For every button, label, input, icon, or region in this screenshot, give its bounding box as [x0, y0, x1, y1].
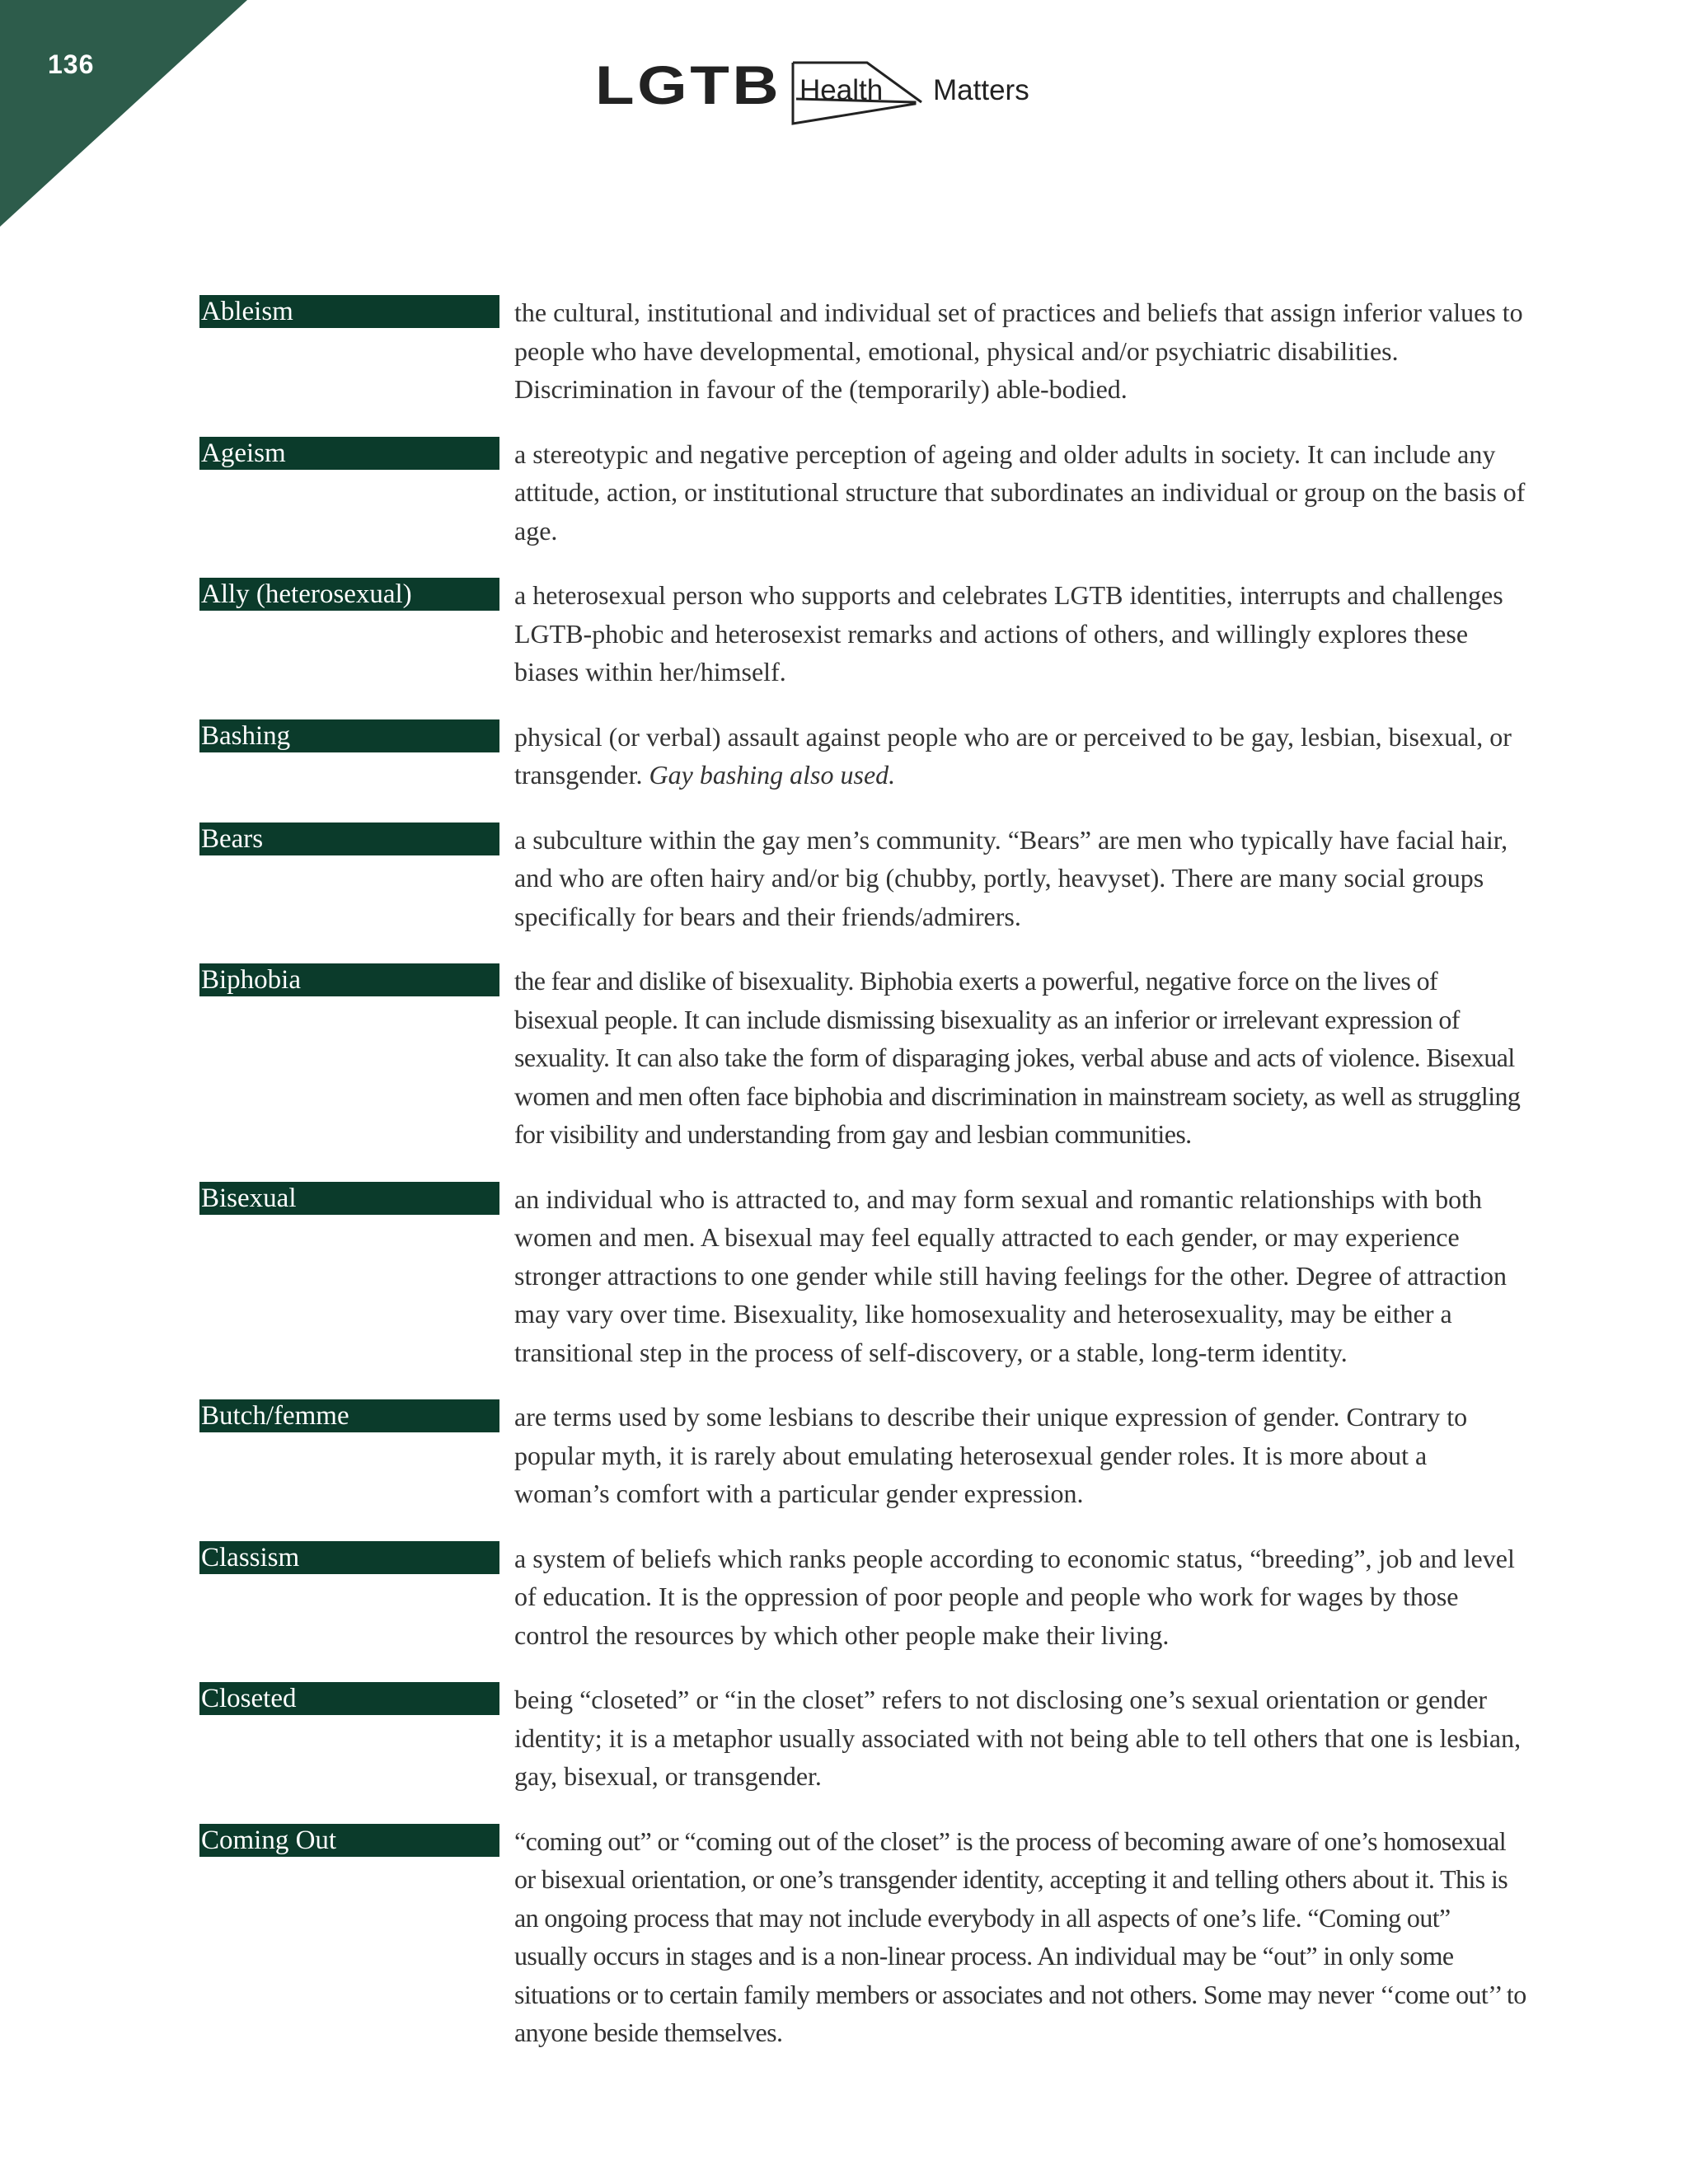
- term-definition: being “closeted” or “in the closet” refers to not disclosing one’s sexual orientation or gender identity; it is a metaphor usually associated with not being able to tell others that one is lesbian, gay, bisexual, or transgender.: [514, 1685, 1522, 1791]
- glossary-entry-bears: [199, 821, 1526, 936]
- glossary-entry-bashing: [199, 718, 1526, 794]
- term-definition: physical (or verbal) assault against people who are or perceived to be gay, lesbian, bisexual, or transgender.: [514, 721, 1512, 790]
- logo-lgtb-text: LGTB: [595, 54, 782, 115]
- term-label: Butch/femme: [199, 1399, 499, 1432]
- term-label: Ageism: [199, 437, 499, 470]
- term-label: Coming Out: [199, 1824, 499, 1857]
- glossary-entry-butch-femme: [199, 1398, 1526, 1513]
- term-definition: the fear and dislike of bisexuality. Biphobia exerts a powerful, negative force on the lives of bisexual people. It can include dismissing bisexuality as an inferior or irrelevant expression of sexuality. It can also take the form of disparaging jokes, verbal abuse and acts of violence. Bisexual women and men often face biphobia and discrimination in mainstream society, as well as struggling for visibility and understanding from gay and lesbian communities.: [514, 966, 1521, 1149]
- glossary-entry-coming-out: [199, 1822, 1526, 2052]
- term-label: Classism: [199, 1541, 499, 1574]
- logo-health-text: Health: [799, 74, 884, 106]
- term-definition: a heterosexual person who supports and celebrates LGTB identities, interrupts and challenges LGTB-phobic and heterosexist remarks and actions of others, and willingly explores these biases within her/himself.: [514, 580, 1503, 687]
- page-number: 136: [48, 49, 95, 79]
- glossary-entry-ally: [199, 576, 1526, 691]
- glossary-entry-classism: [199, 1540, 1526, 1655]
- header-logo: [595, 53, 1073, 127]
- glossary-entry-biphobia: [199, 962, 1526, 1154]
- term-definition: “coming out” or “coming out of the closet” is the process of becoming aware of one’s homosexual or bisexual orientation, or one’s transgender identity, accepting it and telling others about it. This is an ongoing process that may not include everybody in all aspects of one’s life. “Coming out” usually occurs in stages and is a non-linear process. An individual may be “out” in only some situations or to certain family members or associates and not others. Some may never ‘‘come out’’ to anyone beside themselves.: [514, 1825, 1526, 2047]
- term-label: Bisexual: [199, 1182, 499, 1215]
- glossary-entry-ageism: [199, 435, 1526, 551]
- term-definition: a subculture within the gay men’s community. “Bears” are men who typically have facial hair, and who are often hairy and/or big (chubby, portly, heavyset). There are many social groups specifically for bears and their friends/admirers.: [514, 824, 1508, 931]
- term-label: Bears: [199, 823, 499, 855]
- glossary-entry-ableism: [199, 293, 1526, 409]
- term-note: Gay bashing also used.: [649, 760, 896, 790]
- term-definition: the cultural, institutional and individual set of practices and beliefs that assign inferior values to people who have developmental, emotional, physical and/or psychiatric disabilities. Discrimination in favour of the (temporarily) able-bodied.: [514, 298, 1523, 404]
- term-definition: an individual who is attracted to, and may form sexual and romantic relationships with both women and men. A bisexual may feel equally attracted to each gender, or may experience stronger attractions to one gender while still having feelings for the other. Degree of attraction may vary over time. Bisexuality, like homosexuality and heterosexuality, may be either a transitional step in the process of self-discovery, or a stable, long-term identity.: [514, 1183, 1507, 1367]
- glossary-entry-bisexual: [199, 1180, 1526, 1372]
- term-label: Biphobia: [199, 963, 499, 996]
- glossary-list: [199, 293, 1526, 2079]
- glossary-entry-closeted: [199, 1680, 1526, 1796]
- term-definition-block: [514, 718, 1526, 794]
- term-label: Ableism: [199, 295, 499, 328]
- term-label: Bashing: [199, 719, 499, 752]
- term-definition: are terms used by some lesbians to describe their unique expression of gender. Contrary to popular myth, it is rarely about emulating heterosexual gender roles. It is more about a woman’s comfort with a particular gender expression.: [514, 1402, 1468, 1508]
- logo-matters-text: Matters: [933, 74, 1029, 106]
- term-definition: a stereotypic and negative perception of ageing and older adults in society. It can include any attitude, action, or institutional structure that subordinates an individual or group on the basis of age.: [514, 438, 1526, 546]
- term-label: Closeted: [199, 1682, 499, 1715]
- corner-triangle: [0, 0, 247, 227]
- term-label: Ally (heterosexual): [199, 578, 499, 611]
- term-definition: a system of beliefs which ranks people according to economic status, “breeding”, job and level of education. It is the oppression of poor people and people who work for wages by those control the resources by which other people make their living.: [514, 1543, 1515, 1650]
